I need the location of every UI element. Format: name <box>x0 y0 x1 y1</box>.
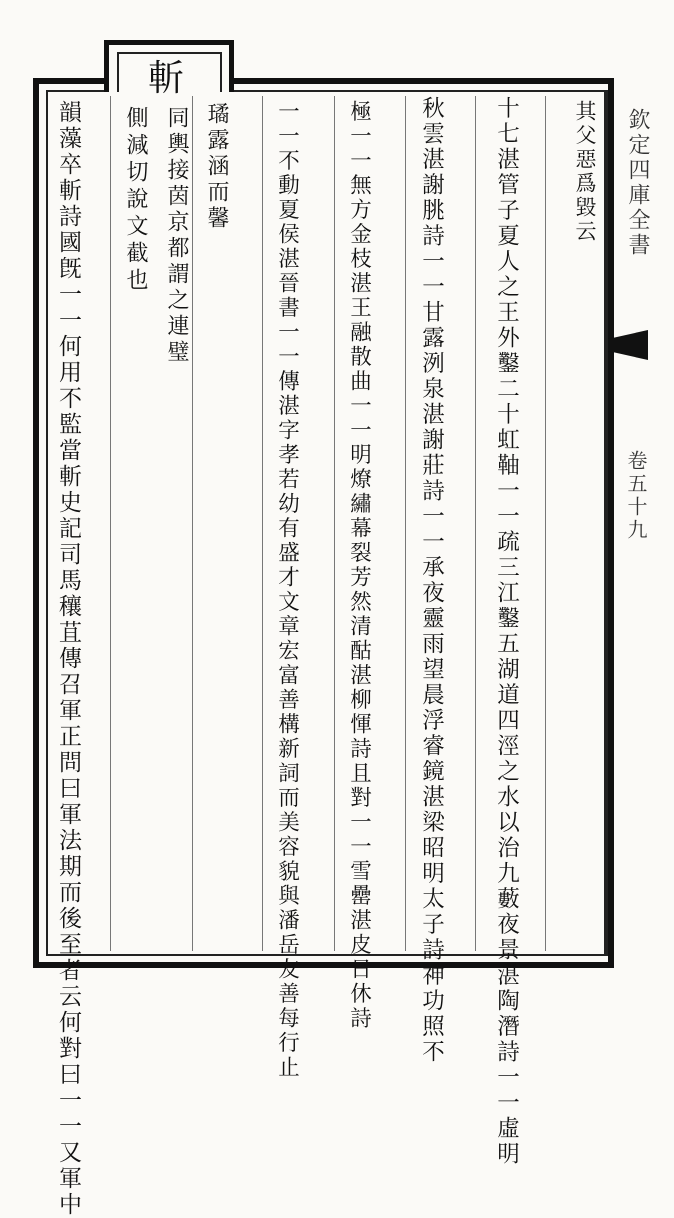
margin-book-title: 欽定四庫全書 <box>625 108 650 258</box>
text-column-7: 同輿接茵京都謂之連璧 <box>164 106 189 366</box>
tab-character: 斬 <box>148 58 185 99</box>
column-rule <box>475 96 476 951</box>
text-column-2: 十七湛管子夏人之王外鑿二十虹䩜一一疏三江鑿五湖道四涇之水以治九藪夜景湛陶潛詩一一虛明 <box>493 96 520 1167</box>
text-column-6: 璚露涵而馨 <box>204 102 229 232</box>
column-rule <box>545 96 546 951</box>
text-column-4: 極一一無方金枝湛王融散曲一一明燎繡幕裂芳然清酤湛柳惲詩且對一一雪罍湛皮日休詩 <box>346 100 372 1031</box>
column-rule <box>262 96 263 951</box>
column-rule <box>192 96 193 951</box>
column-rule <box>334 96 335 951</box>
text-column-3: 秋雲湛謝朓詩一一甘露洌泉湛謝莊詩一一承夜靈雨望晨浮睿鏡湛梁昭明太子詩神功照不 <box>418 96 445 1065</box>
text-column-5: 一一不動夏侯湛晉書一一傳湛字孝若幼有盛才文章宏富善構新詞而美容貌與潘岳友善每行止 <box>274 100 300 1080</box>
text-column-9: 韻藻卒斬詩國旣一一何用不監當斬史記司馬穰苴傳召軍正問曰軍法期而後至者云何對曰一一又軍中 <box>55 100 81 1218</box>
column-rule <box>405 96 406 951</box>
text-column-1: 其父惡爲毀云 <box>573 100 597 244</box>
text-column-8: 側減切說文截也 <box>123 106 148 295</box>
column-rule <box>110 96 111 951</box>
margin-volume-number: 卷五十九 <box>624 450 648 542</box>
